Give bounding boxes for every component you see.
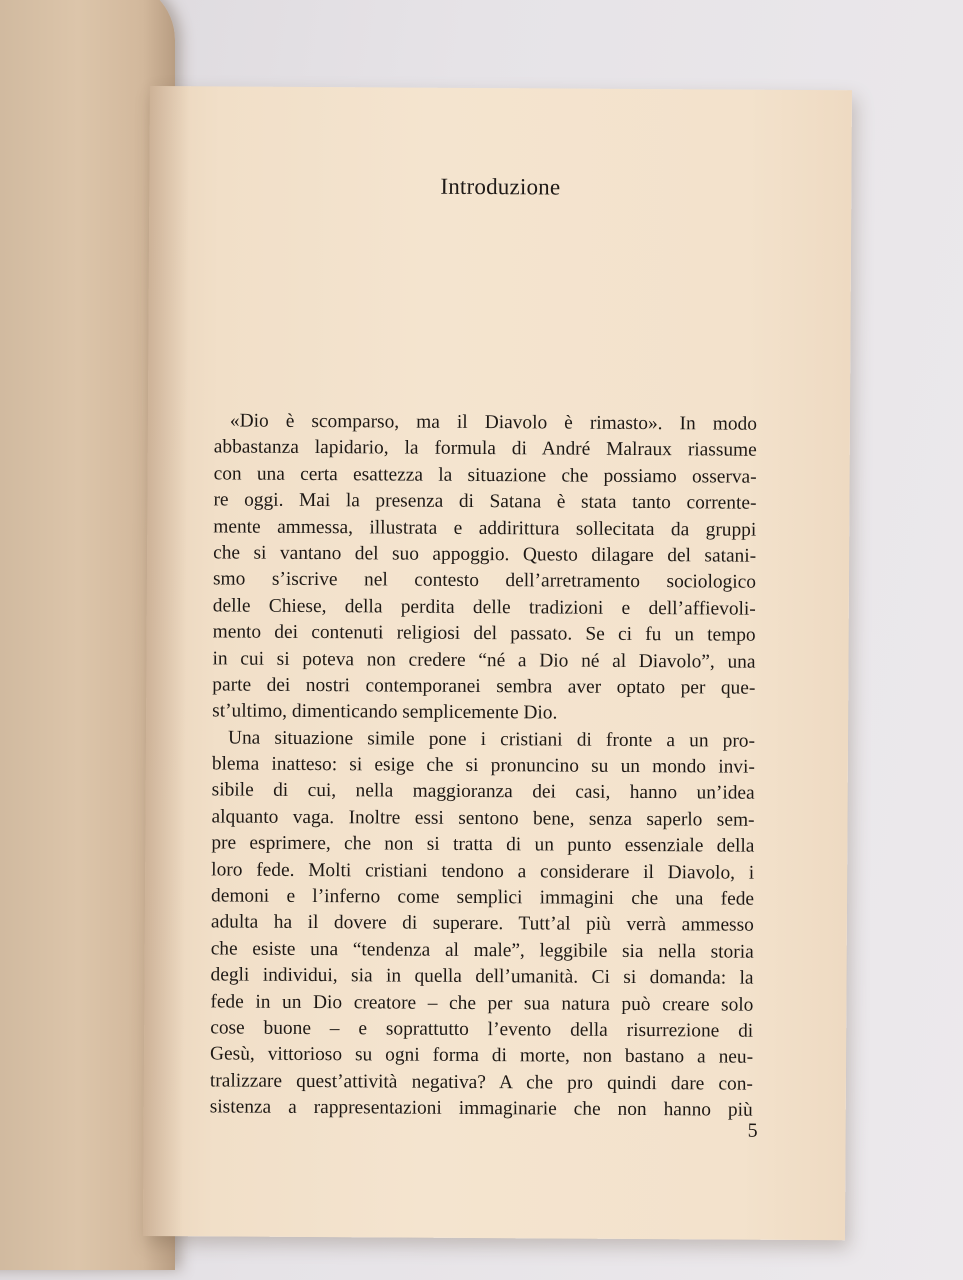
text-line: adulta ha il dovere di superare. Tutt’al più verrà ammesso: [210, 911, 754, 937]
text-line: sistenza a rappresentazioni immaginarie che non hanno più: [209, 1096, 753, 1121]
text-line: che si vantano del suo appoggio. Questo dilagare del satani-: [213, 542, 757, 567]
text-line: demoni e l’inferno come semplici immagini che una fede: [210, 885, 755, 910]
text-line: mento dei contenuti religiosi del passato. Se ci fu un tempo: [212, 621, 756, 646]
text-line: delle Chiese, della perdita delle tradizioni e dell’affievoli-: [212, 595, 756, 620]
text-line: «Dio è scomparso, ma il Diavolo è rimasto». In modo: [229, 410, 758, 435]
text-line: fede in un Dio creatore – che per sua natura può creare solo: [210, 990, 754, 1016]
text-line: loro fede. Molti cristiani tendono a considerare il Diavolo, i: [211, 859, 755, 884]
text-line: re oggi. Mai la presenza di Satana è stata tanto corrente-: [213, 489, 757, 514]
text-line: cose buone – e soprattutto l’evento della risurrezione di: [210, 1017, 754, 1042]
text-line: mente ammessa, illustrata e addirittura sollecitata da gruppi: [213, 515, 757, 541]
text-line: in cui si poteva non credere “né a Dio né al Diavolo”, una: [212, 647, 756, 673]
book-page: [143, 86, 852, 1240]
text-line: abbastanza lapidario, la formula di André Malraux riassume: [213, 436, 757, 462]
text-line: Gesù, vittorioso su ogni forma di morte, non bastano a neu-: [210, 1043, 754, 1069]
text-line: sibile di cui, nella maggioranza dei casi, hanno un’idea: [211, 779, 755, 805]
text-line: che esiste una “tendenza al male”, leggibile sia nella storia: [210, 938, 754, 963]
body-text: [210, 408, 757, 1124]
page-number: 5: [747, 1119, 758, 1142]
text-line: smo s’iscrive nel contesto dell’arretramento sociologico: [212, 568, 757, 594]
text-line: degli individui, sia in quella dell’umanità. Ci si domanda: la: [210, 964, 754, 989]
text-line: Una situazione simile pone i cristiani di fronte a un pro-: [227, 727, 756, 752]
text-line: parte dei nostri contemporanei sembra aver optato per que-: [212, 674, 756, 699]
text-line: tralizzare quest’attività negativa? A che pro quindi dare con-: [209, 1070, 753, 1095]
text-line: pre esprimere, che non si tratta di un punto essenziale della: [211, 832, 755, 857]
chapter-title: Introduzione: [440, 173, 561, 200]
text-line: st’ultimo, dimenticando semplicemente Dio.: [212, 700, 558, 724]
text-line: con una certa esattezza la situazione che possiamo osserva-: [213, 463, 757, 488]
text-line: alquanto vaga. Inoltre essi sentono bene, senza saperlo sem-: [211, 806, 755, 831]
text-line: blema inatteso: si esige che si pronuncino su un mondo invi-: [211, 753, 755, 778]
